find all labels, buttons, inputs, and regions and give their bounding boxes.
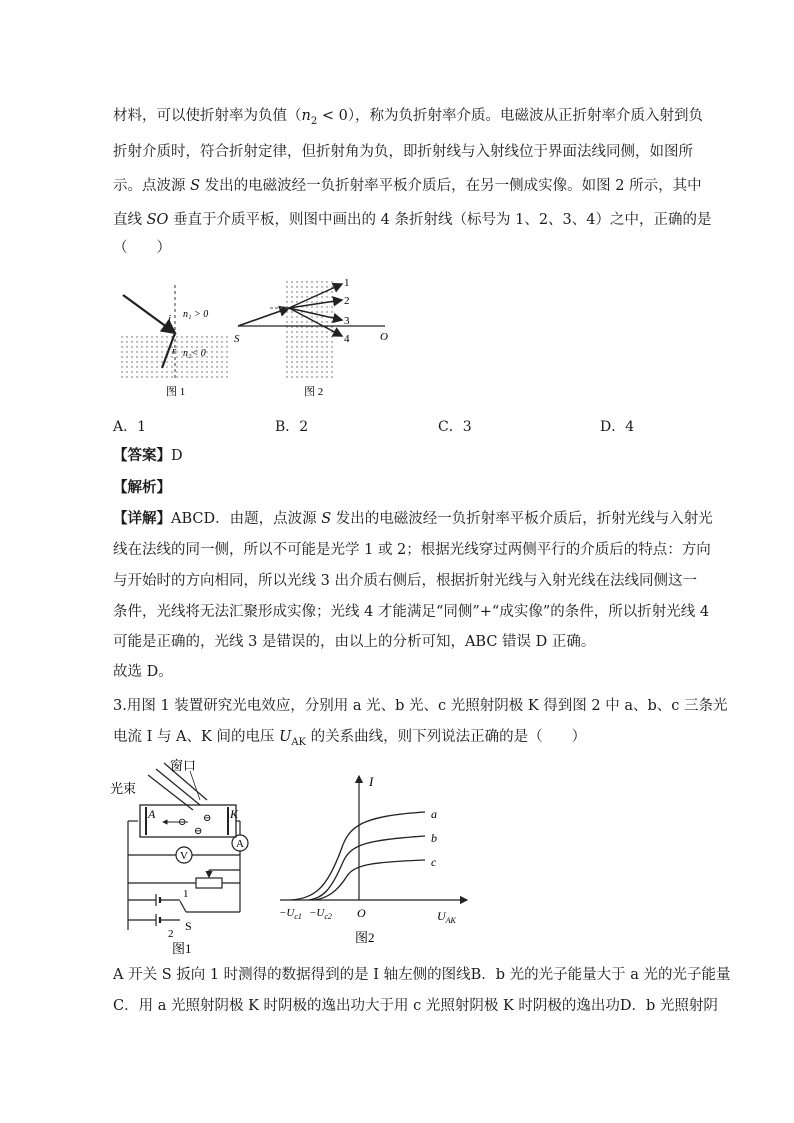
q3-curve-label-a: a xyxy=(431,807,437,821)
q2-text-line-4 xyxy=(113,210,712,230)
q3-x-label: $U_{AK}$ xyxy=(437,909,456,925)
q2-line4-a: 直线 xyxy=(113,212,147,228)
q3-electron-1: ⊖ xyxy=(178,817,187,828)
q2-detail-line-5: 可能是正确的，光线 3 是错误的，由以上的分析可知，ABC 错误 D 正确。 xyxy=(113,634,596,650)
q3-fig2-caption: 图2 xyxy=(355,930,375,945)
q2-text-line-2: 折射介质时，符合折射定律，但折射角为负，即折射线与入射线位于界面法线同侧，如图所 xyxy=(113,144,693,160)
q2-detail-line-1 xyxy=(113,509,713,529)
q2-detail-line-2: 线在法线的同一侧，所以不可能是光学 1 或 2；根据光线穿过两侧平行的介质后的特点：方向 xyxy=(113,542,711,558)
q2-line4-b: 垂直于介质平板，则图中画出的 4 条折射线（标号为 1、2、3、4）之中，正确的是 xyxy=(168,212,712,228)
q2-line1-post: ），称为负折射率介质。电磁波从正折射率介质入射到负 xyxy=(347,108,704,124)
q3-curve-b xyxy=(309,836,425,900)
q3-switch-s: S xyxy=(185,919,192,933)
q3-curve-label-b: b xyxy=(431,831,437,845)
q3-curve-c xyxy=(315,860,425,900)
q3-uc1: $-U_{c1}$ xyxy=(279,907,302,921)
q3-origin: O xyxy=(357,906,366,920)
q3-label-K: K xyxy=(230,807,239,821)
q2-fig2 xyxy=(234,277,388,398)
q2-fig2-label-4: 4 xyxy=(344,333,350,345)
q2-fig2-caption: 图 2 xyxy=(304,386,324,398)
q3-line2-sub: AK xyxy=(291,736,307,748)
answer-value: D xyxy=(171,448,183,464)
q2-line1-n: n xyxy=(301,108,311,124)
q2-option-a[interactable]: A．1 xyxy=(113,419,147,435)
q2-fig1-i: i xyxy=(168,313,172,325)
q2-detail-line-3: 与开始时的方向相同，所以光线 3 出介质右侧后，根据折射光线与入射光线在法线同侧这一 xyxy=(113,573,697,589)
detail-line1-b: 发出的电磁波经一负折射率平板介质后，折射光线与入射光 xyxy=(331,511,713,527)
q3-line2-a: 电流 I 与 A、K 间的电压 xyxy=(113,729,280,745)
q3-window-pointer xyxy=(190,771,200,800)
q3-option-line-1[interactable]: A 开关 S 扳向 1 时测得的数据得到的是 I 轴左侧的图线B．b 光的光子能量大于 a 光的光子能量 xyxy=(113,967,731,983)
q3-label-beam: 光束 xyxy=(110,781,137,796)
q2-line4-so: SO xyxy=(146,212,169,228)
q3-label-window: 窗口 xyxy=(170,758,197,773)
q2-option-c[interactable]: C．3 xyxy=(438,419,472,435)
q2-text-line-5: （ ） xyxy=(113,240,171,256)
q2-fig2-incident-ray xyxy=(238,308,289,326)
q2-option-d[interactable]: D．4 xyxy=(600,419,635,435)
q3-curve-label-c: c xyxy=(431,855,437,869)
q2-fig1-r: r xyxy=(172,345,177,357)
detail-label: 【详解】 xyxy=(113,510,171,527)
q3-option-line-2[interactable]: C．用 a 光照射阴极 K 时阴极的逸出功大于用 c 光照射阴极 K 时阴极的逸出功D．b 光照射阴 xyxy=(113,998,718,1014)
q3-label-A: A xyxy=(148,807,156,821)
detail-line1-a: ABCD．由题，点波源 xyxy=(171,511,322,527)
q3-voltmeter-label: V xyxy=(180,850,188,862)
q2-conclusion: 故选 D。 xyxy=(113,664,173,680)
q3-text-line-1: 3.用图 1 装置研究光电效应，分别用 a 光、b 光、c 光照射阴极 K 得到图 2 中 a、b、c 三条光 xyxy=(113,698,728,714)
analysis-label: 【解析】 xyxy=(113,479,171,496)
q2-line3-a: 示。点波源 xyxy=(113,178,191,194)
q2-text-line-3 xyxy=(113,176,702,196)
detail-line1-s: S xyxy=(321,511,332,527)
q2-figures xyxy=(110,270,410,400)
q3-line2-u: U xyxy=(279,729,292,745)
q2-text-line-1 xyxy=(113,106,703,132)
q3-switch-pos2: 2 xyxy=(168,928,174,940)
q2-fig1-n1: n₁ > 0 xyxy=(183,309,209,320)
q2-line3-b: 发出的电磁波经一负折射率平板介质后，在另一侧成实像。如图 2 所示，其中 xyxy=(200,178,702,194)
q3-fig1-circuit xyxy=(108,755,268,955)
q3-electron-3: ⊖ xyxy=(194,826,203,837)
q2-fig2-label-3: 3 xyxy=(344,315,350,327)
q3-curve-a xyxy=(291,812,425,900)
q3-line2-b: 的关系曲线，则下列说法正确的是（ ） xyxy=(306,729,587,745)
q2-answer-line xyxy=(113,446,183,466)
q3-switch-pos1: 1 xyxy=(183,888,189,900)
q3-rheostat xyxy=(196,878,222,888)
q2-analysis-label xyxy=(113,478,171,498)
q2-line1-pre: 材料，可以使折射率为负值（ xyxy=(113,108,302,124)
q2-fig2-s: S xyxy=(234,333,240,345)
q2-detail-line-4: 条件，光线将无法汇聚形成实像；光线 4 才能满足“同侧”+“成实像”的条件，所以折射光线 4 xyxy=(113,604,710,620)
q2-fig1 xyxy=(118,285,230,398)
q3-text-line-2 xyxy=(113,727,586,753)
q2-option-b[interactable]: B．2 xyxy=(275,419,309,435)
q2-line1-cond: < 0 xyxy=(317,108,348,124)
q3-switch-blade xyxy=(180,901,186,912)
q2-line1-sub: 2 xyxy=(310,115,318,127)
q2-fig1-caption: 图 1 xyxy=(166,386,186,398)
q2-fig1-n2: n₂< 0 xyxy=(183,348,206,359)
q2-fig2-label-2: 2 xyxy=(344,295,350,307)
q2-fig2-o: O xyxy=(380,331,388,343)
q3-fig1-caption: 图1 xyxy=(172,941,192,955)
q3-uc2: $-U_{c2}$ xyxy=(309,907,332,921)
q3-ammeter-label: A xyxy=(236,838,244,850)
q3-electron-2: ⊖ xyxy=(203,813,212,824)
q2-fig2-label-1: 1 xyxy=(344,277,350,289)
answer-label: 【答案】 xyxy=(113,447,171,464)
q3-y-label: I xyxy=(369,774,374,789)
q2-line3-s: S xyxy=(190,178,201,194)
q3-fig2-graph xyxy=(275,770,475,950)
